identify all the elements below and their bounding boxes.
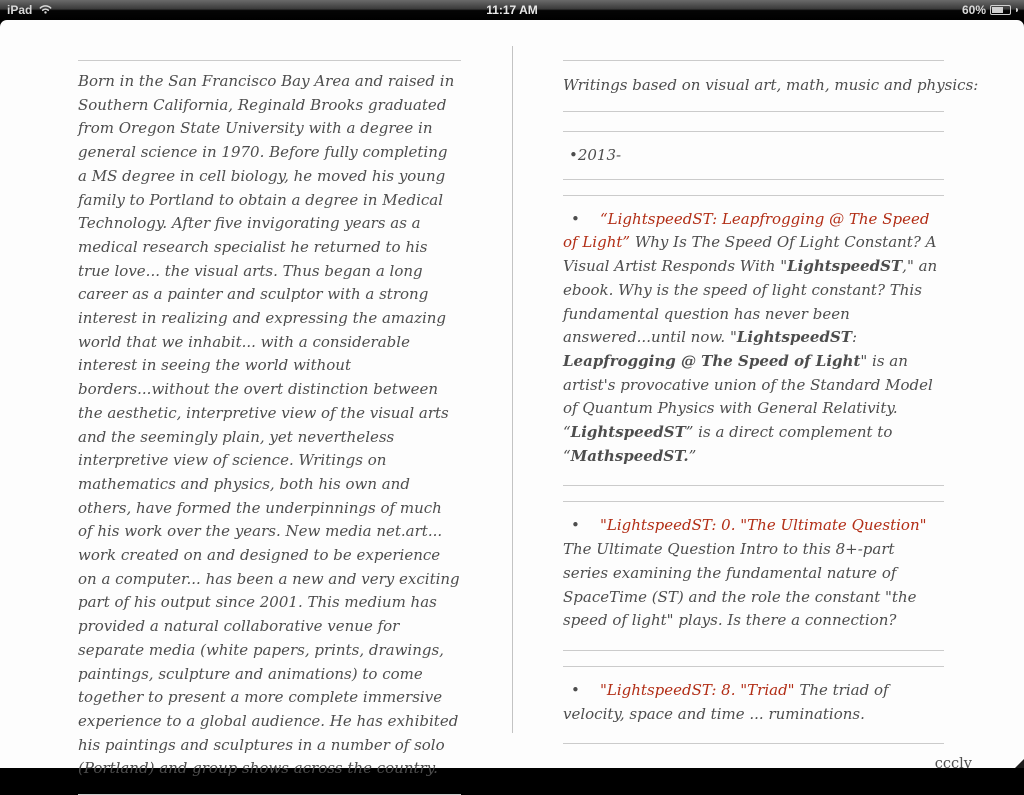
page-number: ccclv <box>934 756 972 772</box>
spacer-row <box>563 651 944 666</box>
entry-text: ," an ebook. Why is the speed of light constant? This fundamental question has never been answered...until now. " <box>563 257 938 347</box>
clock: 11:17 AM <box>486 3 538 17</box>
rule <box>563 743 944 744</box>
writing-title-link[interactable]: “LightspeedST: Leapfrogging @ The Speed of Light” <box>563 209 930 252</box>
entry-text: : <box>851 328 858 347</box>
entry-text: Why Is The Speed Of Light Constant? A Visual Artist Responds With " <box>563 233 937 276</box>
entry-text: The Ultimate Question Intro to this 8+-part series examining the fundamental nature of SpaceTime (ST) and the role the constant "the speed of light" plays. Is there a connection? <box>563 540 917 630</box>
entry-text: ” <box>688 446 697 465</box>
writing-entry <box>563 667 944 743</box>
writing-entry <box>563 196 944 486</box>
spacer-row <box>563 112 944 131</box>
entry-text: LightspeedST <box>736 328 852 347</box>
spacer-row <box>563 180 944 195</box>
writing-title-link[interactable]: "LightspeedST: 8. "Triad" <box>600 680 795 699</box>
battery-percent: 60% <box>961 3 986 17</box>
writing-title-link[interactable]: "LightspeedST: 0. "The Ultimate Question" <box>600 516 927 535</box>
entry-text: The triad of velocity, space and time ... ruminations. <box>563 680 889 723</box>
device-label: iPad <box>7 3 33 17</box>
left-page-column <box>78 60 461 795</box>
entry-text: LightspeedST <box>787 257 903 276</box>
battery-icon <box>990 5 1011 15</box>
writings-heading: Writings based on visual art, math, music and physics: <box>563 76 979 94</box>
year-marker: •2013- <box>569 145 622 164</box>
entry-text: ” is a direct complement to “ <box>563 423 893 465</box>
status-bar <box>0 0 1024 20</box>
entry-text: MathspeedST. <box>570 446 689 465</box>
writing-entry <box>563 502 944 650</box>
bullet-icon: • <box>571 209 580 228</box>
column-divider <box>512 46 513 733</box>
bullet-icon: • <box>571 680 580 699</box>
entry-text: " is an artist's provocative union of the Standard Model of Quantum Physics with General Relativity. “ <box>563 351 933 442</box>
bullet-icon: • <box>571 516 580 535</box>
entry-text: LightspeedST <box>570 423 686 442</box>
spacer-row <box>563 486 944 501</box>
biography-text: Born in the San Francisco Bay Area and raised in Southern California, Reginald Brooks graduated from Oregon State University with a degree in general science in 1970. Before fully completing a MS degree in cell biology, he moved his young family to Portland to obtain a degree in Medical Technology. After five invigorating years as a medical research specialist he returned to his true love... the visual arts. Thus began a long career as a painter and sculptor with a strong interest in realizing and expressing the amazing world that we inhabit... with a considerable interest in seeing the world without borders...without the overt distinction between the aesthetic, interpretive view of the visual arts and the seemingly plain, yet nevertheless interpretive view of science. Writings on mathematics and physics, both his own and others, have formed the underpinnings of much of his work over the years. New media net.art... work created on and designed to be experience on a computer... has been a new and very exciting part of his output since 2001. This medium has provided a natural collaborative venue for separate media (white papers, prints, drawings, paintings, sculpture and animations) to come together to present a more complete immersive experience to a global audience. He has exhibited his paintings and sculptures in a number of solo (Portland) and group shows across the country. <box>78 72 460 778</box>
entry-text: Leapfrogging @ The Speed of Light <box>563 351 861 370</box>
battery-tip <box>1016 8 1018 12</box>
right-page-column <box>563 60 979 744</box>
book-page <box>0 20 1024 778</box>
page-curl-icon[interactable] <box>1015 759 1024 768</box>
